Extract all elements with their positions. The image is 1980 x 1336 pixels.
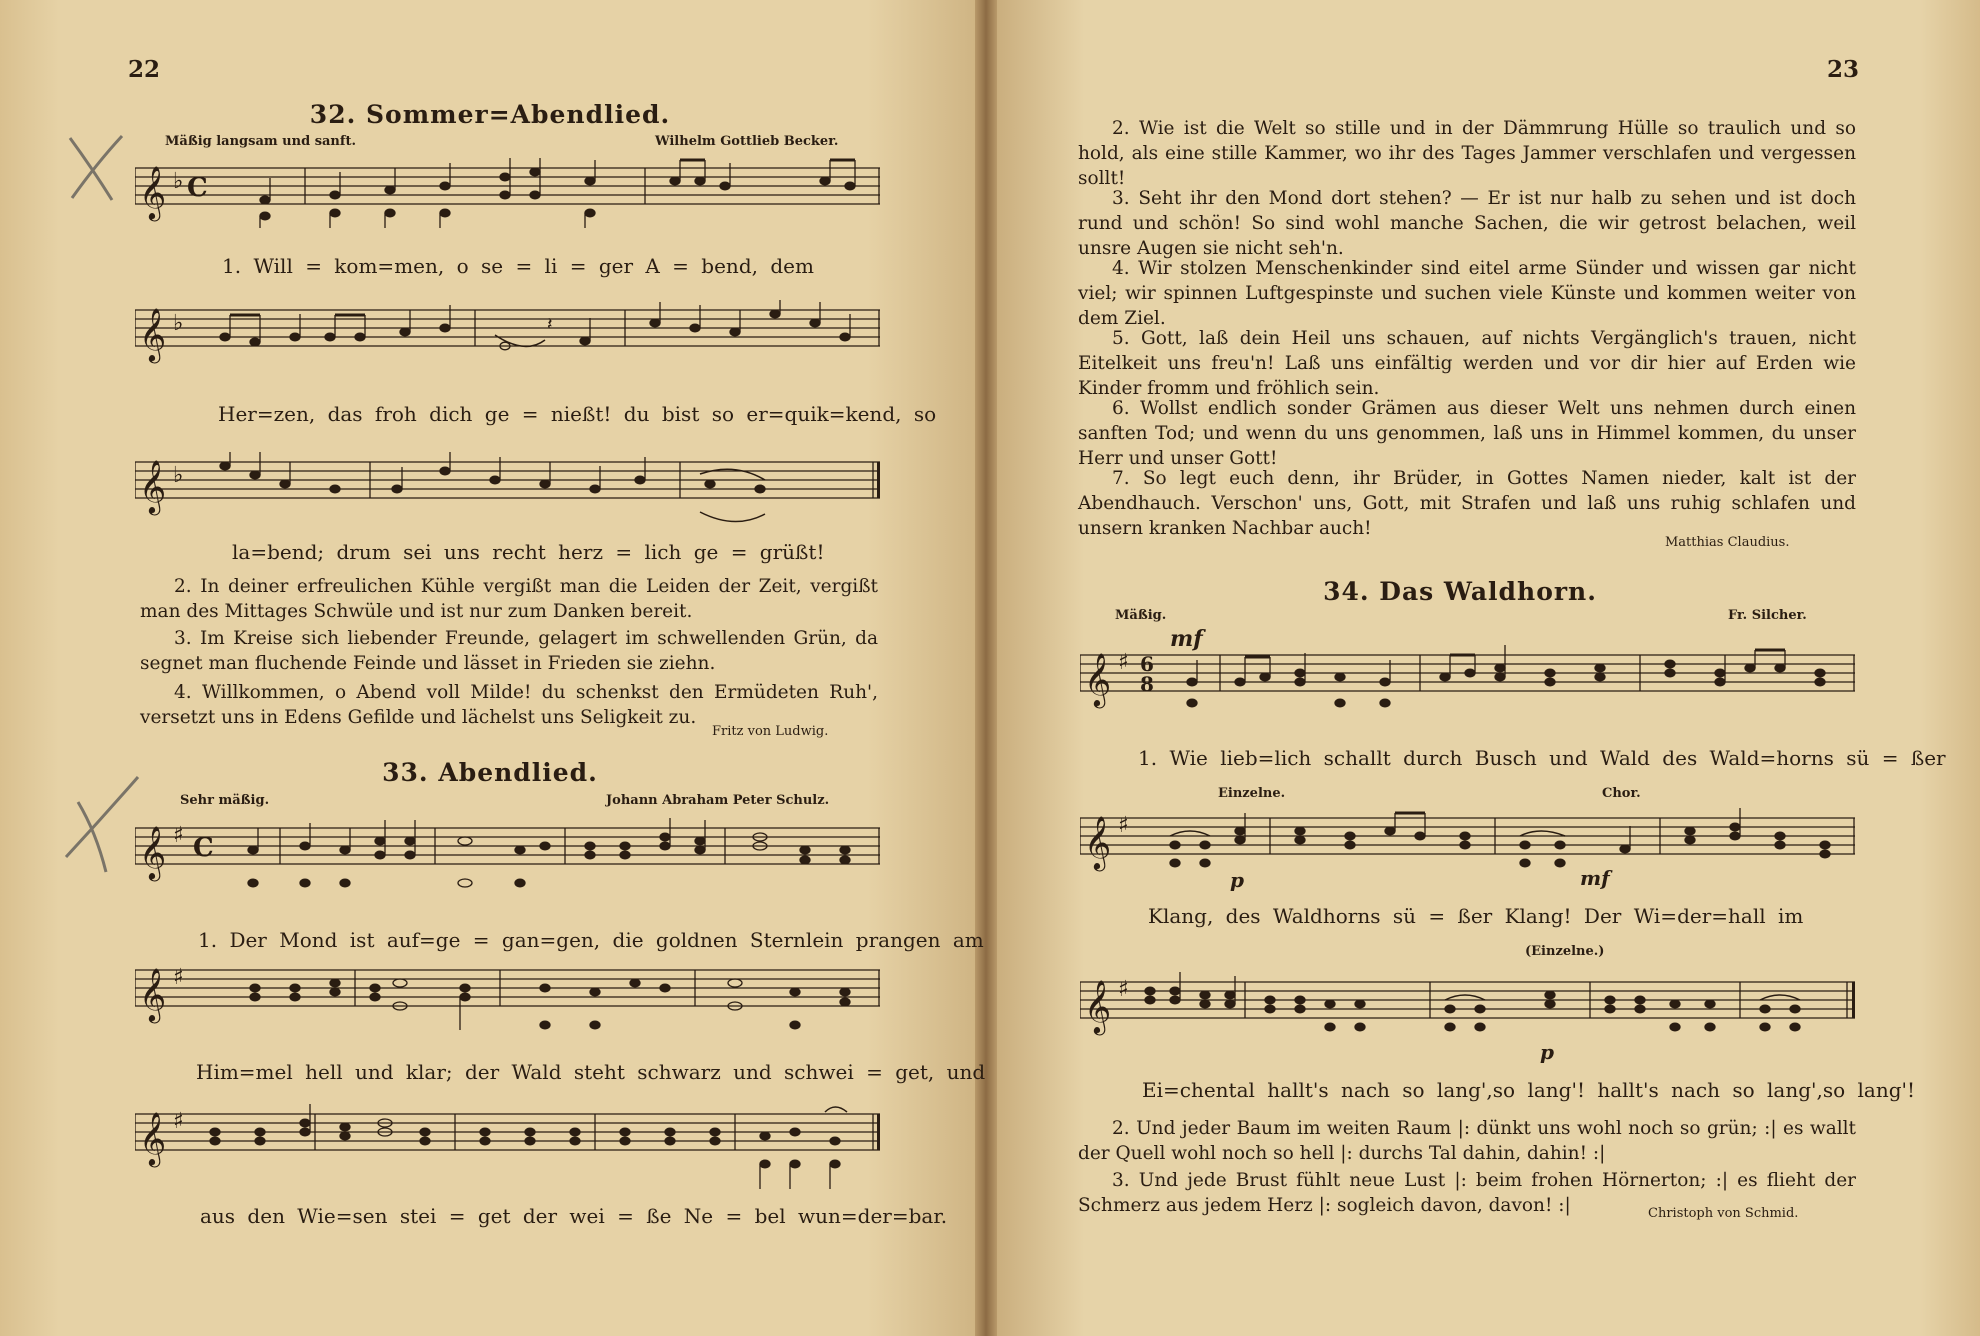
- svg-text:8: 8: [1140, 672, 1154, 696]
- svg-text:6: 6: [1140, 652, 1154, 676]
- svg-text:C: C: [187, 173, 208, 203]
- svg-text:𝄞: 𝄞: [1084, 979, 1112, 1033]
- lyric-line: 1. Will = kom=men, o se = li = ger A = bend, dem: [222, 254, 814, 278]
- svg-text:𝄞: 𝄞: [139, 967, 167, 1021]
- tempo-marking: Sehr mäßig.: [180, 793, 270, 808]
- lyric-line: la=bend; drum sei uns recht herz = lich ge = grüßt!: [232, 540, 825, 564]
- verse-paragraph: 4. Wir stolzen Menschenkinder sind eitel arme Sünder und wissen gar nicht viel; wir spinnen Luftgespinste und suchen viele Künste und kommen weiter von dem Ziel.: [1078, 258, 1856, 329]
- verse-paragraph: 3. Seht ihr den Mond dort stehen? — Er ist nur halb zu sehen und ist doch rund und schön! So sind wohl manche Sachen, die wir getrost belachen, weil unsre Augen sie nicht seh'n.: [1078, 188, 1856, 259]
- lyricist-name: Matthias Claudius.: [1665, 535, 1790, 550]
- verse-paragraph: 3. Im Kreise sich liebender Freunde, gelagert im schwellenden Grün, da segnet man fluchende Feinde und lässet in Frieden sie ziehn.: [140, 628, 878, 674]
- lyric-line: Her=zen, das froh dich ge = nießt! du bist so er=quik=kend, so: [218, 402, 937, 426]
- verse-paragraph: 3. Und jede Brust fühlt neue Lust |: beim frohen Hörnerton; :| es flieht der Schmerz aus jedem Herz |: sogleich davon, davon! :|: [1078, 1170, 1856, 1216]
- lyric-line: Ei=chental hallt's nach so lang',so lang'! hallt's nach so lang',so lang'!: [1142, 1078, 1916, 1102]
- section-label: Einzelne.: [1218, 786, 1286, 801]
- song-title-33: 33. Abendlied.: [382, 758, 598, 787]
- lyricist-name: Fritz von Ludwig.: [712, 724, 829, 739]
- svg-text:𝄞: 𝄞: [139, 1111, 167, 1165]
- song-title-34: 34. Das Waldhorn.: [1323, 577, 1597, 606]
- music-staff: [1080, 972, 1855, 1062]
- section-label: (Einzelne.): [1525, 944, 1605, 959]
- composer-name: Wilhelm Gottlieb Becker.: [655, 134, 839, 149]
- pencil-x-mark: [62, 128, 132, 208]
- verse-paragraph: 7. So legt euch denn, ihr Brüder, in Gottes Namen nieder, kalt ist der Abendhauch. Verschon' uns, Gott, mit Strafen und laß uns ruhig schlafen und unsern kranken Nachbar auch!: [1078, 468, 1856, 539]
- lyricist-name: Christoph von Schmid.: [1648, 1206, 1799, 1221]
- svg-text:♭: ♭: [173, 311, 184, 336]
- svg-text:♯: ♯: [173, 1109, 184, 1134]
- song-title-32: 32. Sommer=Abendlied.: [309, 100, 671, 129]
- music-staff: [135, 300, 880, 380]
- svg-text:𝄞: 𝄞: [139, 165, 167, 219]
- music-staff: [135, 960, 880, 1060]
- music-staff: [135, 818, 880, 898]
- music-staff: [135, 452, 880, 532]
- lyric-line: Him=mel hell und klar; der Wald steht schwarz und schwei = get, und: [196, 1060, 986, 1084]
- lyric-line: 1. Der Mond ist auf=ge = gan=gen, die goldnen Sternlein prangen am: [198, 928, 984, 952]
- verse-paragraph: 5. Gott, laß dein Heil uns schauen, auf nichts Vergänglich's trauen, nicht Eitelkeit uns freu'n! Laß uns einfältig werden und vor dir hier auf Erden wie Kinder fromm und fröhlich sein.: [1078, 328, 1856, 399]
- svg-text:𝄞: 𝄞: [1084, 652, 1112, 706]
- page-number-left: 22: [128, 56, 161, 83]
- svg-text:♯: ♯: [173, 965, 184, 990]
- svg-text:𝄽: 𝄽: [547, 314, 553, 335]
- verse-paragraph: 4. Willkommen, o Abend voll Milde! du schenkst den Ermüdeten Ruh', versetzt uns in Edens Gefilde und lächelst uns Seligkeit zu.: [140, 682, 878, 728]
- lyric-line: aus den Wie=sen stei = get der wei = ße Ne = bel wun=der=bar.: [200, 1204, 948, 1228]
- svg-text:𝄞: 𝄞: [1084, 815, 1112, 869]
- svg-text:C: C: [193, 833, 214, 863]
- dynamic-marking: p: [1230, 868, 1244, 892]
- section-label: Chor.: [1602, 786, 1641, 801]
- tempo-marking: Mäßig langsam und sanft.: [165, 134, 357, 149]
- lyric-line: Klang, des Waldhorns sü = ßer Klang! Der Wi=der=hall im: [1148, 904, 1804, 928]
- dynamic-marking: p: [1540, 1040, 1554, 1064]
- page-number-right: 23: [1827, 56, 1860, 83]
- tempo-marking: Mäßig.: [1115, 608, 1167, 623]
- verse-paragraph: 2. In deiner erfreulichen Kühle vergißt man die Leiden der Zeit, vergißt man des Mittages Schwüle und ist nur zum Danken bereit.: [140, 576, 878, 622]
- svg-text:𝄞: 𝄞: [139, 459, 167, 513]
- pencil-x-mark: [58, 772, 143, 882]
- book-spine: [975, 0, 997, 1336]
- verse-paragraph: 2. Wie ist die Welt so stille und in der Dämmrung Hülle so traulich und so hold, als eine stille Kammer, wo ihr des Tages Jammer verschlafen und vergessen sollt!: [1078, 118, 1856, 189]
- svg-text:𝄞: 𝄞: [139, 825, 167, 879]
- svg-text:♯: ♯: [1118, 977, 1129, 1002]
- dynamic-marking: mf: [1170, 626, 1203, 652]
- svg-text:♯: ♯: [173, 823, 184, 848]
- composer-name: Johann Abraham Peter Schulz.: [606, 793, 830, 808]
- music-staff: [135, 158, 880, 228]
- music-staff: [1080, 808, 1855, 888]
- composer-name: Fr. Silcher.: [1728, 608, 1807, 623]
- music-staff: [135, 1104, 880, 1204]
- svg-text:𝄞: 𝄞: [139, 307, 167, 361]
- svg-text:♯: ♯: [1118, 813, 1129, 838]
- dynamic-marking: mf: [1580, 866, 1610, 890]
- verse-paragraph: 2. Und jeder Baum im weiten Raum |: dünkt uns wohl noch so grün; :| es wallt der Quell wohl noch so hell |: durchs Tal dahin, dahin! :|: [1078, 1118, 1856, 1164]
- music-staff: [1080, 645, 1855, 725]
- svg-text:♭: ♭: [173, 169, 184, 194]
- svg-text:♭: ♭: [173, 463, 184, 488]
- verse-paragraph: 6. Wollst endlich sonder Grämen aus dieser Welt uns nehmen durch einen sanften Tod; und wenn du uns genommen, laß uns in Himmel kommen, du unser Herr und unser Gott!: [1078, 398, 1856, 469]
- svg-text:♯: ♯: [1118, 650, 1129, 675]
- lyric-line: 1. Wie lieb=lich schallt durch Busch und Wald des Wald=horns sü = ßer: [1138, 746, 1946, 770]
